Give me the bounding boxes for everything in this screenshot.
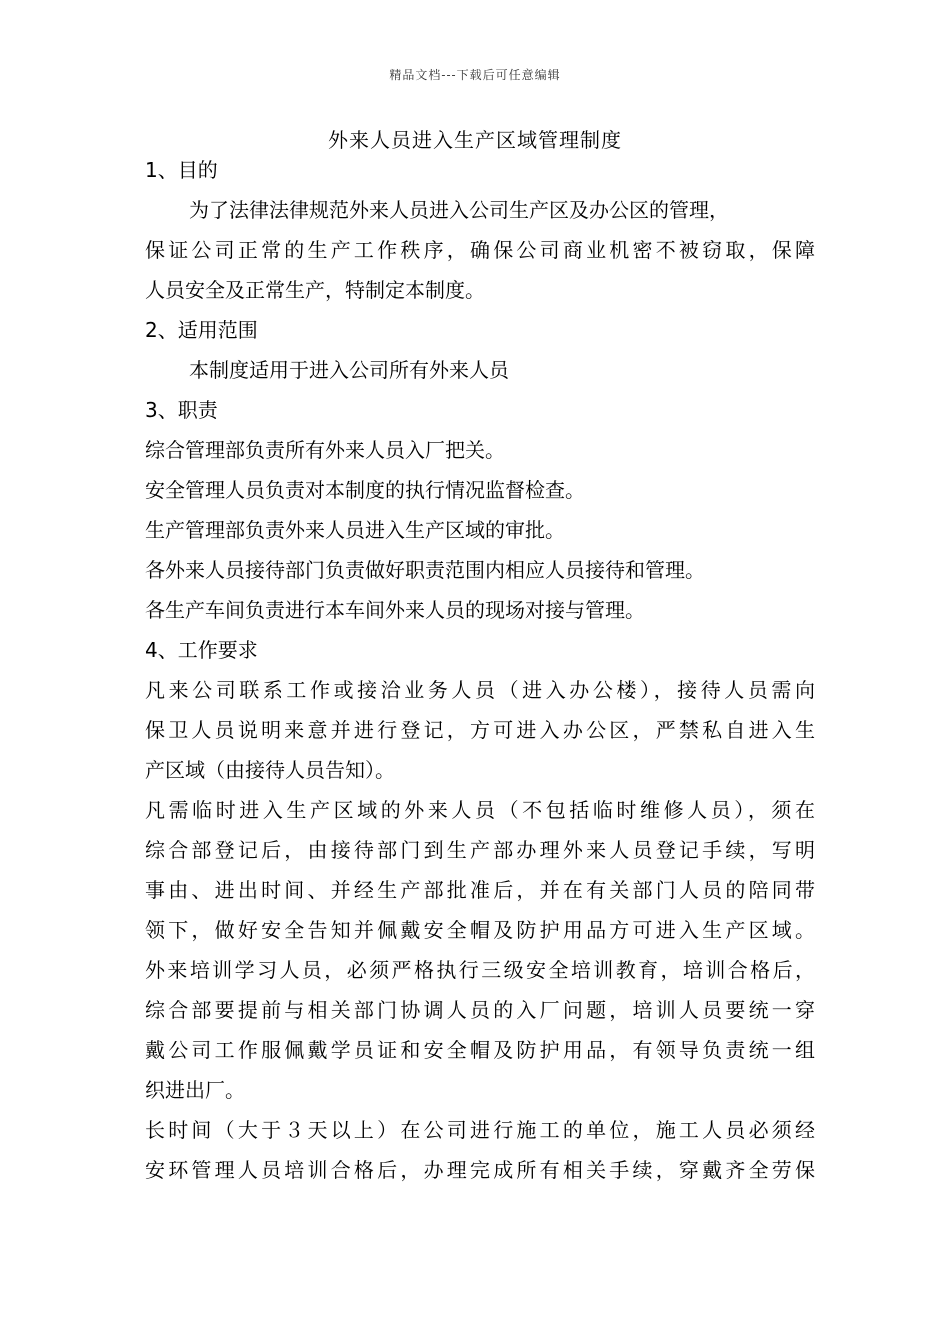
paragraph-line: 综合部登记后，由接待部门到生产部办理外来人员登记手续，写明 (145, 838, 815, 862)
document-body (145, 150, 815, 1190)
paragraph-line: 外来培训学习人员，必须严格执行三级安全培训教育，培训合格后， (145, 958, 815, 982)
section-heading-purpose: 1、目的 (145, 158, 218, 182)
paragraph-line: 安环管理人员培训合格后，办理完成所有相关手续，穿戴齐全劳保 (145, 1158, 815, 1182)
paragraph-line: 为了法律法律规范外来人员进入公司生产区及办公区的管理， (189, 198, 729, 222)
paragraph-line: 凡需临时进入生产区域的外来人员（不包括临时维修人员），须在 (145, 798, 815, 822)
paragraph-line: 保卫人员说明来意并进行登记，方可进入办公区，严禁私自进入生 (145, 718, 815, 742)
document-title: 外来人员进入生产区域管理制度 (328, 128, 622, 152)
paragraph-line: 凡来公司联系工作或接洽业务人员（进入办公楼），接待人员需向 (145, 678, 815, 702)
paragraph-line: 长时间（大于３天以上）在公司进行施工的单位，施工人员必须经 (145, 1118, 815, 1142)
section-heading-requirements: 4、工作要求 (145, 638, 258, 662)
paragraph-line: 领下，做好安全告知并佩戴安全帽及防护用品方可进入生产区域。 (145, 918, 815, 942)
paragraph-line: 各生产车间负责进行本车间外来人员的现场对接与管理。 (145, 598, 645, 622)
paragraph-line: 产区域（由接待人员告知）。 (145, 758, 395, 782)
section-heading-duties: 3、职责 (145, 398, 218, 422)
paragraph-line: 本制度适用于进入公司所有外来人员 (189, 358, 509, 382)
header-note: 精品文档---下载后可任意编辑 (389, 68, 561, 82)
paragraph-line: 综合管理部负责所有外来人员入厂把关。 (145, 438, 505, 462)
paragraph-line: 生产管理部负责外来人员进入生产区域的审批。 (145, 518, 565, 542)
paragraph-line: 事由、进出时间、并经生产部批准后，并在有关部门人员的陪同带 (145, 878, 815, 902)
paragraph-line: 人员安全及正常生产，特制定本制度。 (145, 278, 485, 302)
paragraph-line: 安全管理人员负责对本制度的执行情况监督检查。 (145, 478, 585, 502)
paragraph-line: 各外来人员接待部门负责做好职责范围内相应人员接待和管理。 (145, 558, 705, 582)
paragraph-line: 保证公司正常的生产工作秩序，确保公司商业机密不被窃取，保障 (145, 238, 815, 262)
paragraph-line: 织进出厂。 (145, 1078, 245, 1102)
section-heading-scope: 2、适用范围 (145, 318, 258, 342)
paragraph-line: 综合部要提前与相关部门协调人员的入厂问题，培训人员要统一穿 (145, 998, 815, 1022)
paragraph-line: 戴公司工作服佩戴学员证和安全帽及防护用品，有领导负责统一组 (145, 1038, 815, 1062)
